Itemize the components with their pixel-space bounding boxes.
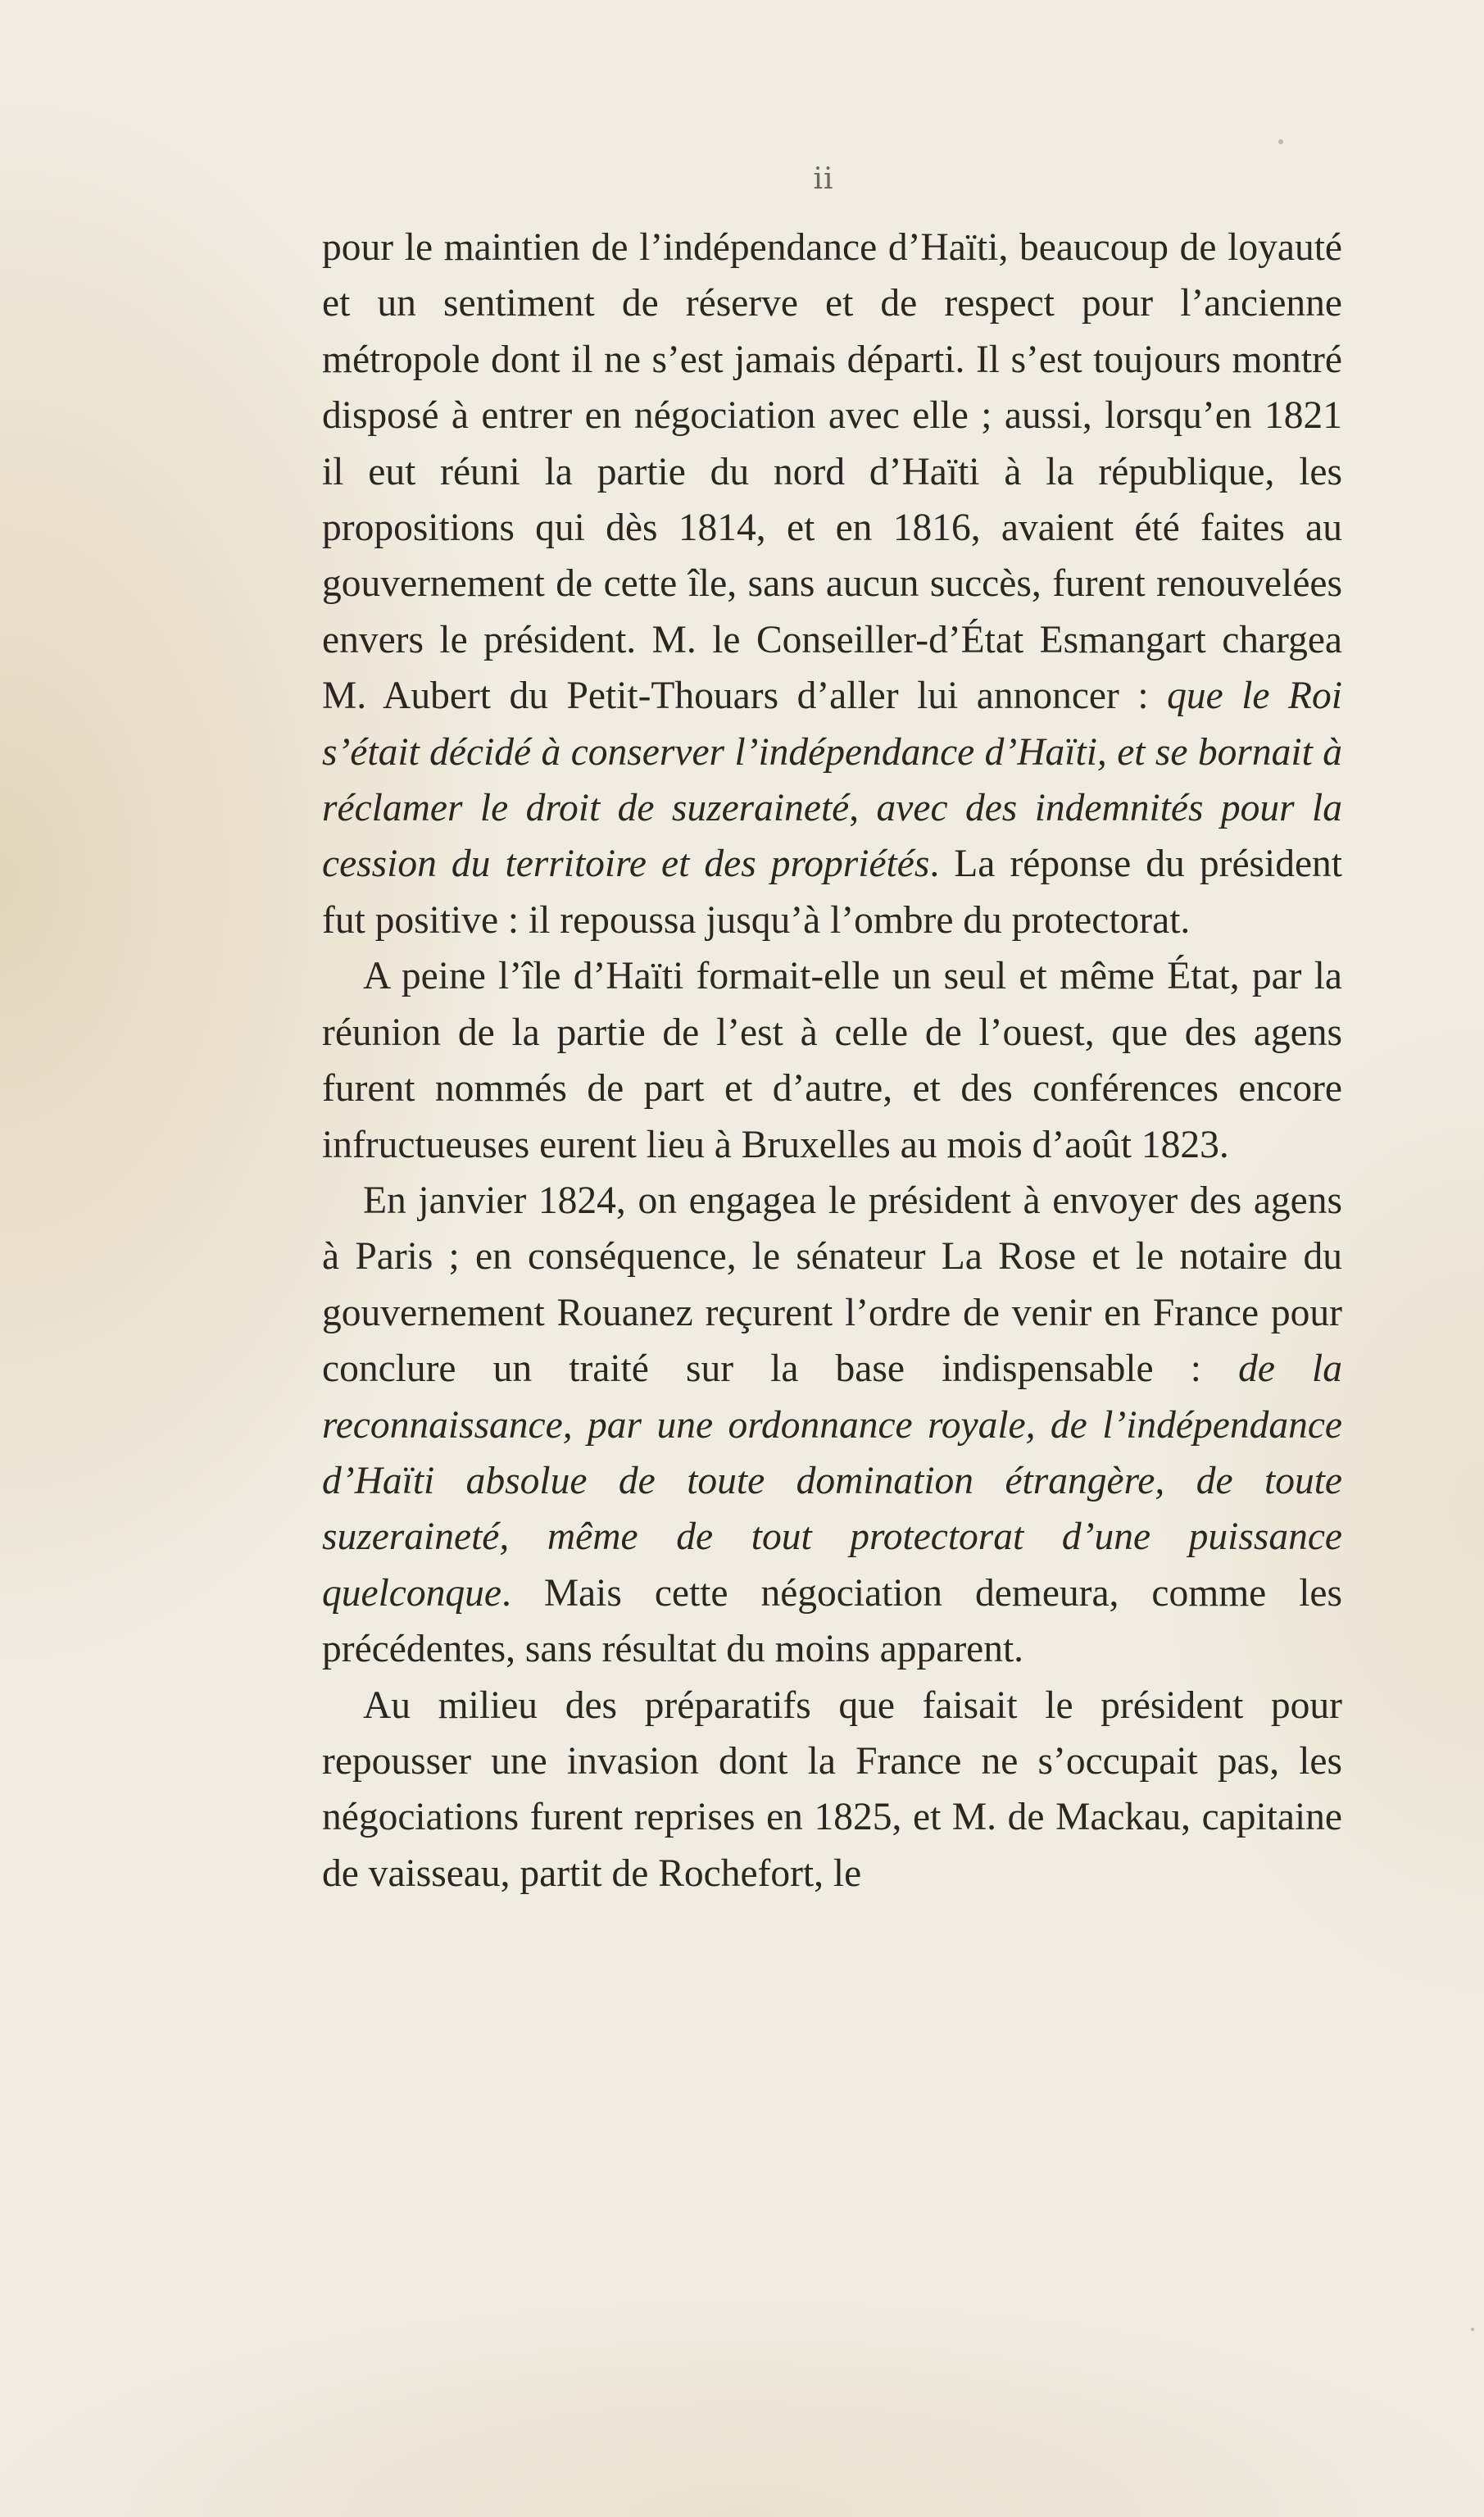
paragraph (322, 1173, 1342, 1678)
paper-speck (1278, 139, 1283, 144)
text-run: pour le maintien de l’indépendance d’Haïti, beaucoup de loyauté et un sentiment de réserve et de respect pour l’ancienne métropole dont il ne s’est jamais départi. Il s’est toujours montré disposé à entrer en négociation avec elle ; aussi, lorsqu’en 1821 il eut réuni la partie du nord d’Haïti à la république, les propositions qui dès 1814, et en 1816, avaient été faites au gouvernement de cette île, sans aucun succès, furent renouvelées envers le président. M. le Conseiller-d’État Esmangart chargea M. Aubert du Petit-Thouars d’aller lui annoncer : (322, 226, 1342, 718)
text-run: . La réponse du président fut positive : il repoussa jusqu’à l’ombre du protectorat. (322, 843, 1342, 942)
text-run: En janvier 1824, on engagea le président à envoyer des agens à Paris ; en conséquence, le sénateur La Rose et le notaire du gouvernement Rouanez reçurent l’ordre de venir en France pour conclure un traité sur la base indispensable : (322, 1179, 1342, 1391)
paper-speck (1471, 2328, 1474, 2331)
paragraph (322, 948, 1342, 1173)
paragraph (322, 220, 1342, 948)
text-run: , (849, 787, 877, 830)
text-run: . Mais cette négociation demeura, comme les précédentes, sans résultat du moins apparent. (322, 1571, 1342, 1671)
body-text (322, 220, 1342, 1901)
page-number: ii (813, 162, 834, 196)
italic-quote: que le Roi s’était décidé à conserver l’indépendance d’Haïti, et se bornait à réclamer le droit de suzeraineté (322, 675, 1342, 830)
text-run: Au milieu des préparatifs que faisait le président pour repousser une invasion dont la France ne s’occupait pas, les négociations furent reprises en 1825, et M. de Mackau, capitaine de vaisseau, partit de Rochefort, le (322, 1683, 1342, 1895)
italic-quote: avec des indemnités pour la cession du territoire et des propriétés (322, 787, 1343, 886)
paragraph (322, 1678, 1342, 1902)
text-run: A peine l’île d’Haïti formait-elle un seul et même État, par la réunion de la partie de l’est à celle de l’ouest, que des agens furent nommés de part et d’autre, et des conférences encore infructueuses eurent lieu à Bruxelles au mois d’août 1823. (322, 955, 1342, 1166)
italic-quote: de la reconnaissance, par une ordonnance royale, de l’indépendance d’Haïti absolue de toute domination étrangère, de toute suzeraineté, même de tout protectorat d’une puissance quelconque (322, 1347, 1343, 1615)
